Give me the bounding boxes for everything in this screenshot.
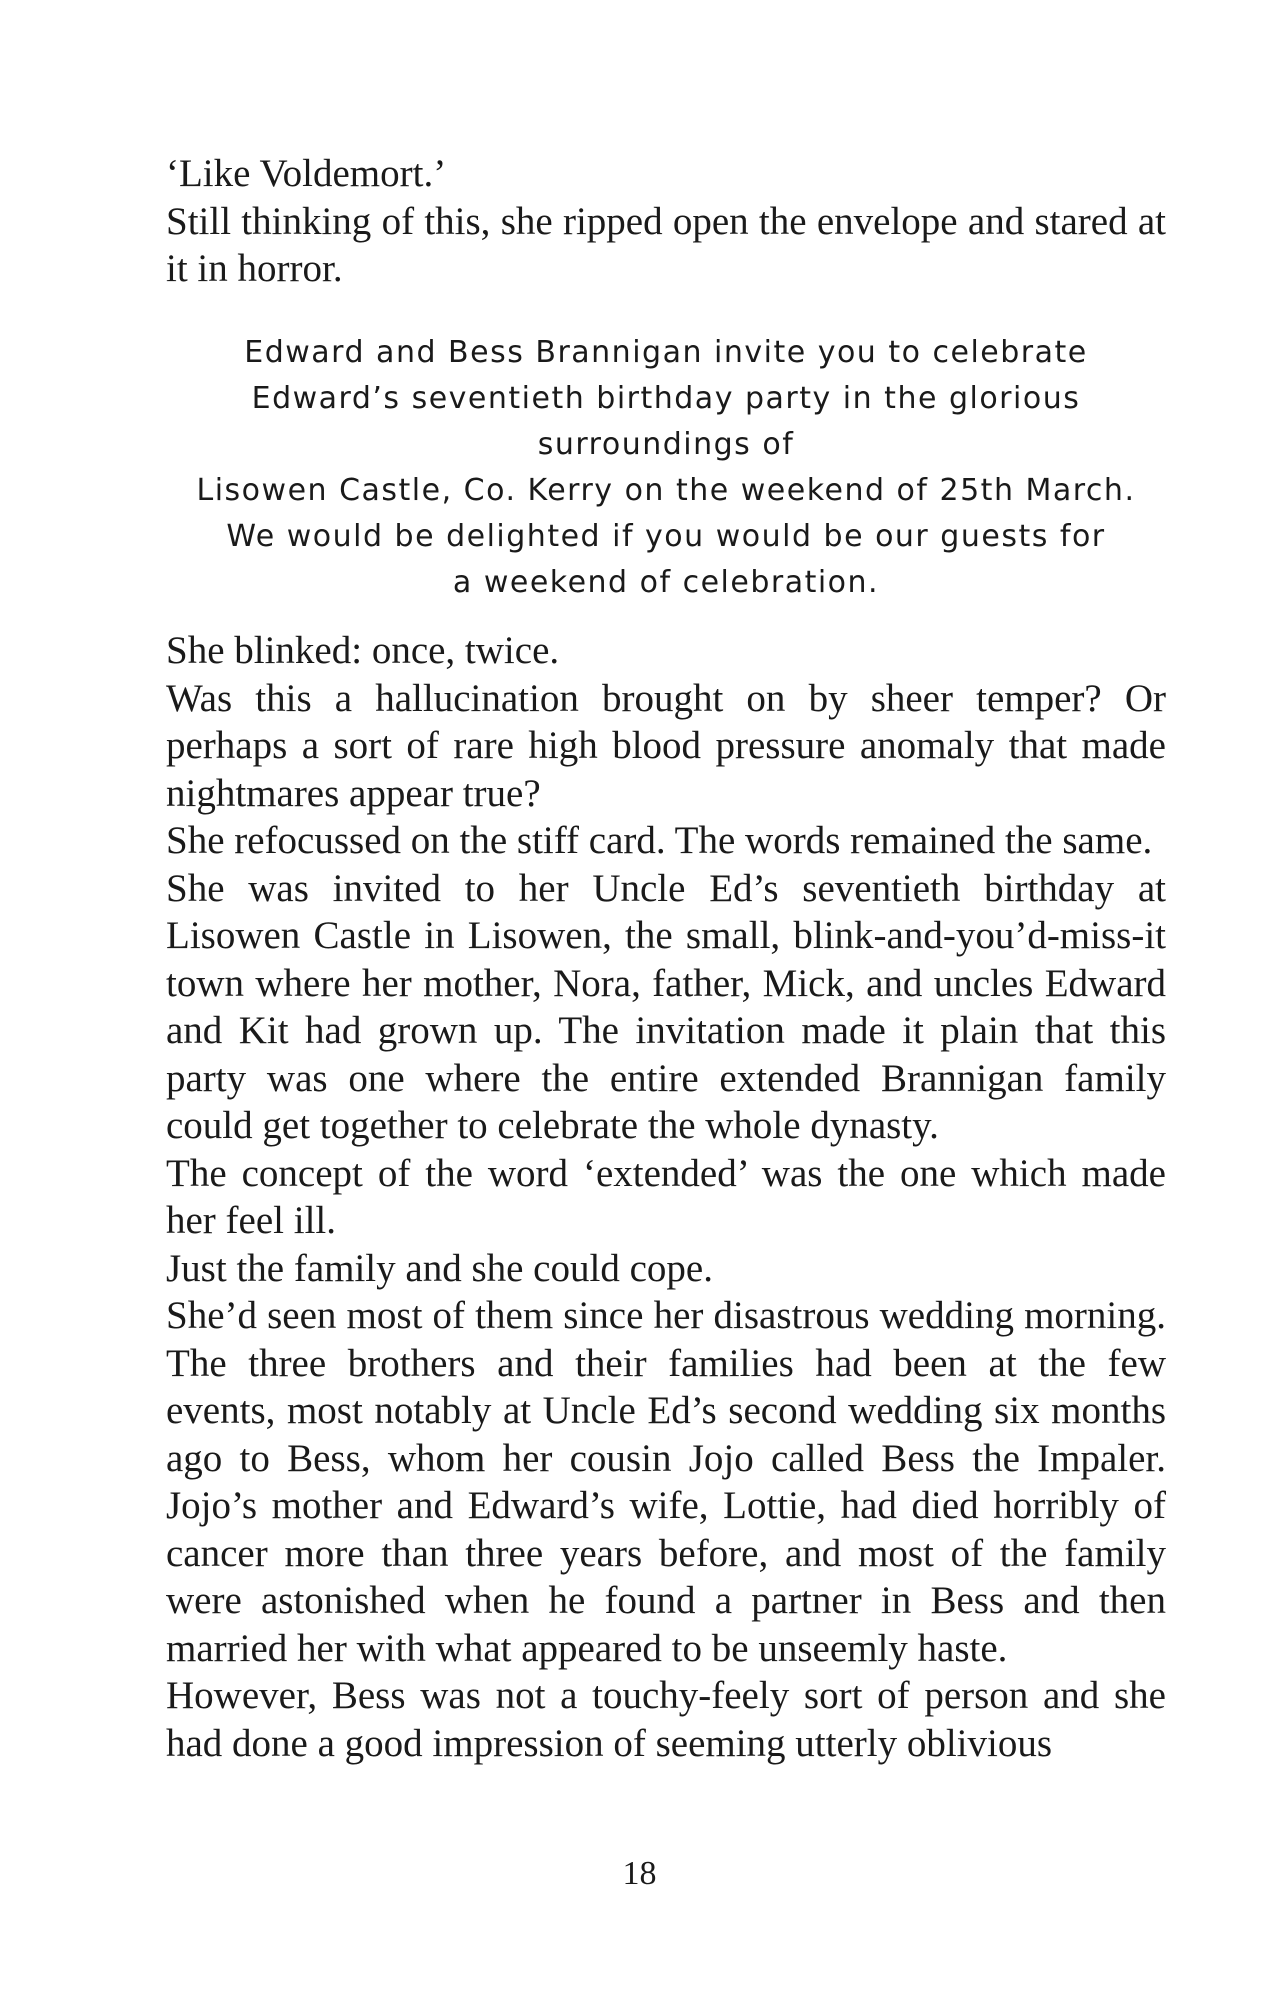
invitation-line: Edward and Bess Brannigan invite you to celebrate	[244, 335, 1088, 370]
invitation-line: a weekend of celebration.	[452, 565, 880, 600]
paragraph: Just the family and she could cope.	[166, 1246, 713, 1290]
invitation-line: We would be delighted if you would be our guests for	[226, 519, 1106, 554]
paragraph: She’d seen most of them since her disastrous wedding morning. The three brothers and their families had been at the few events, most notably at Uncle Ed’s second wedding six months ago to Bess, whom her cousin Jojo called Bess the Impaler. Jojo’s mother and Edward’s wife, Lottie, had died horribly of cancer more than three years before, and most of the family were astonished when he found a partner in Bess and then married her with what appeared to be unseemly haste.	[166, 1294, 1166, 1670]
invitation-card-text	[166, 330, 1166, 606]
page-number: 18	[622, 1855, 657, 1892]
body-text	[166, 627, 1166, 1767]
invitation-line: Edward’s seventieth birthday party in the glorious surroundings of	[251, 381, 1081, 462]
paragraph: Was this a hallucination brought on by sheer temper? Or perhaps a sort of rare high blood pressure anomaly that made nightmares appear true?	[166, 676, 1166, 815]
invitation-line: Lisowen Castle, Co. Kerry on the weekend of 25th March.	[196, 473, 1136, 508]
paragraph: Still thinking of this, she ripped open the envelope and stared at it in horror.	[166, 199, 1166, 290]
paragraph: She refocussed on the stiff card. The words remained the same.	[166, 819, 1153, 862]
paragraph: The concept of the word ‘extended’ was the one which made her feel ill.	[166, 1151, 1166, 1242]
paragraph: ‘Like Voldemort.’	[166, 152, 447, 195]
paragraph: However, Bess was not a touchy-feely sort of person and she had done a good impression of seeming utterly oblivious	[166, 1674, 1166, 1765]
opening-text	[166, 150, 1166, 293]
paragraph: She blinked: once, twice.	[166, 629, 560, 672]
paragraph: She was invited to her Uncle Ed’s seventieth birthday at Lisowen Castle in Lisowen, the small, blink-and-you’d-miss-it town where her mother, Nora, father, Mick, and uncles Edward and Kit had grown up. The invitation made it plain that this party was one where the entire extended Brannigan family could get together to celebrate the whole dynasty.	[166, 866, 1166, 1147]
